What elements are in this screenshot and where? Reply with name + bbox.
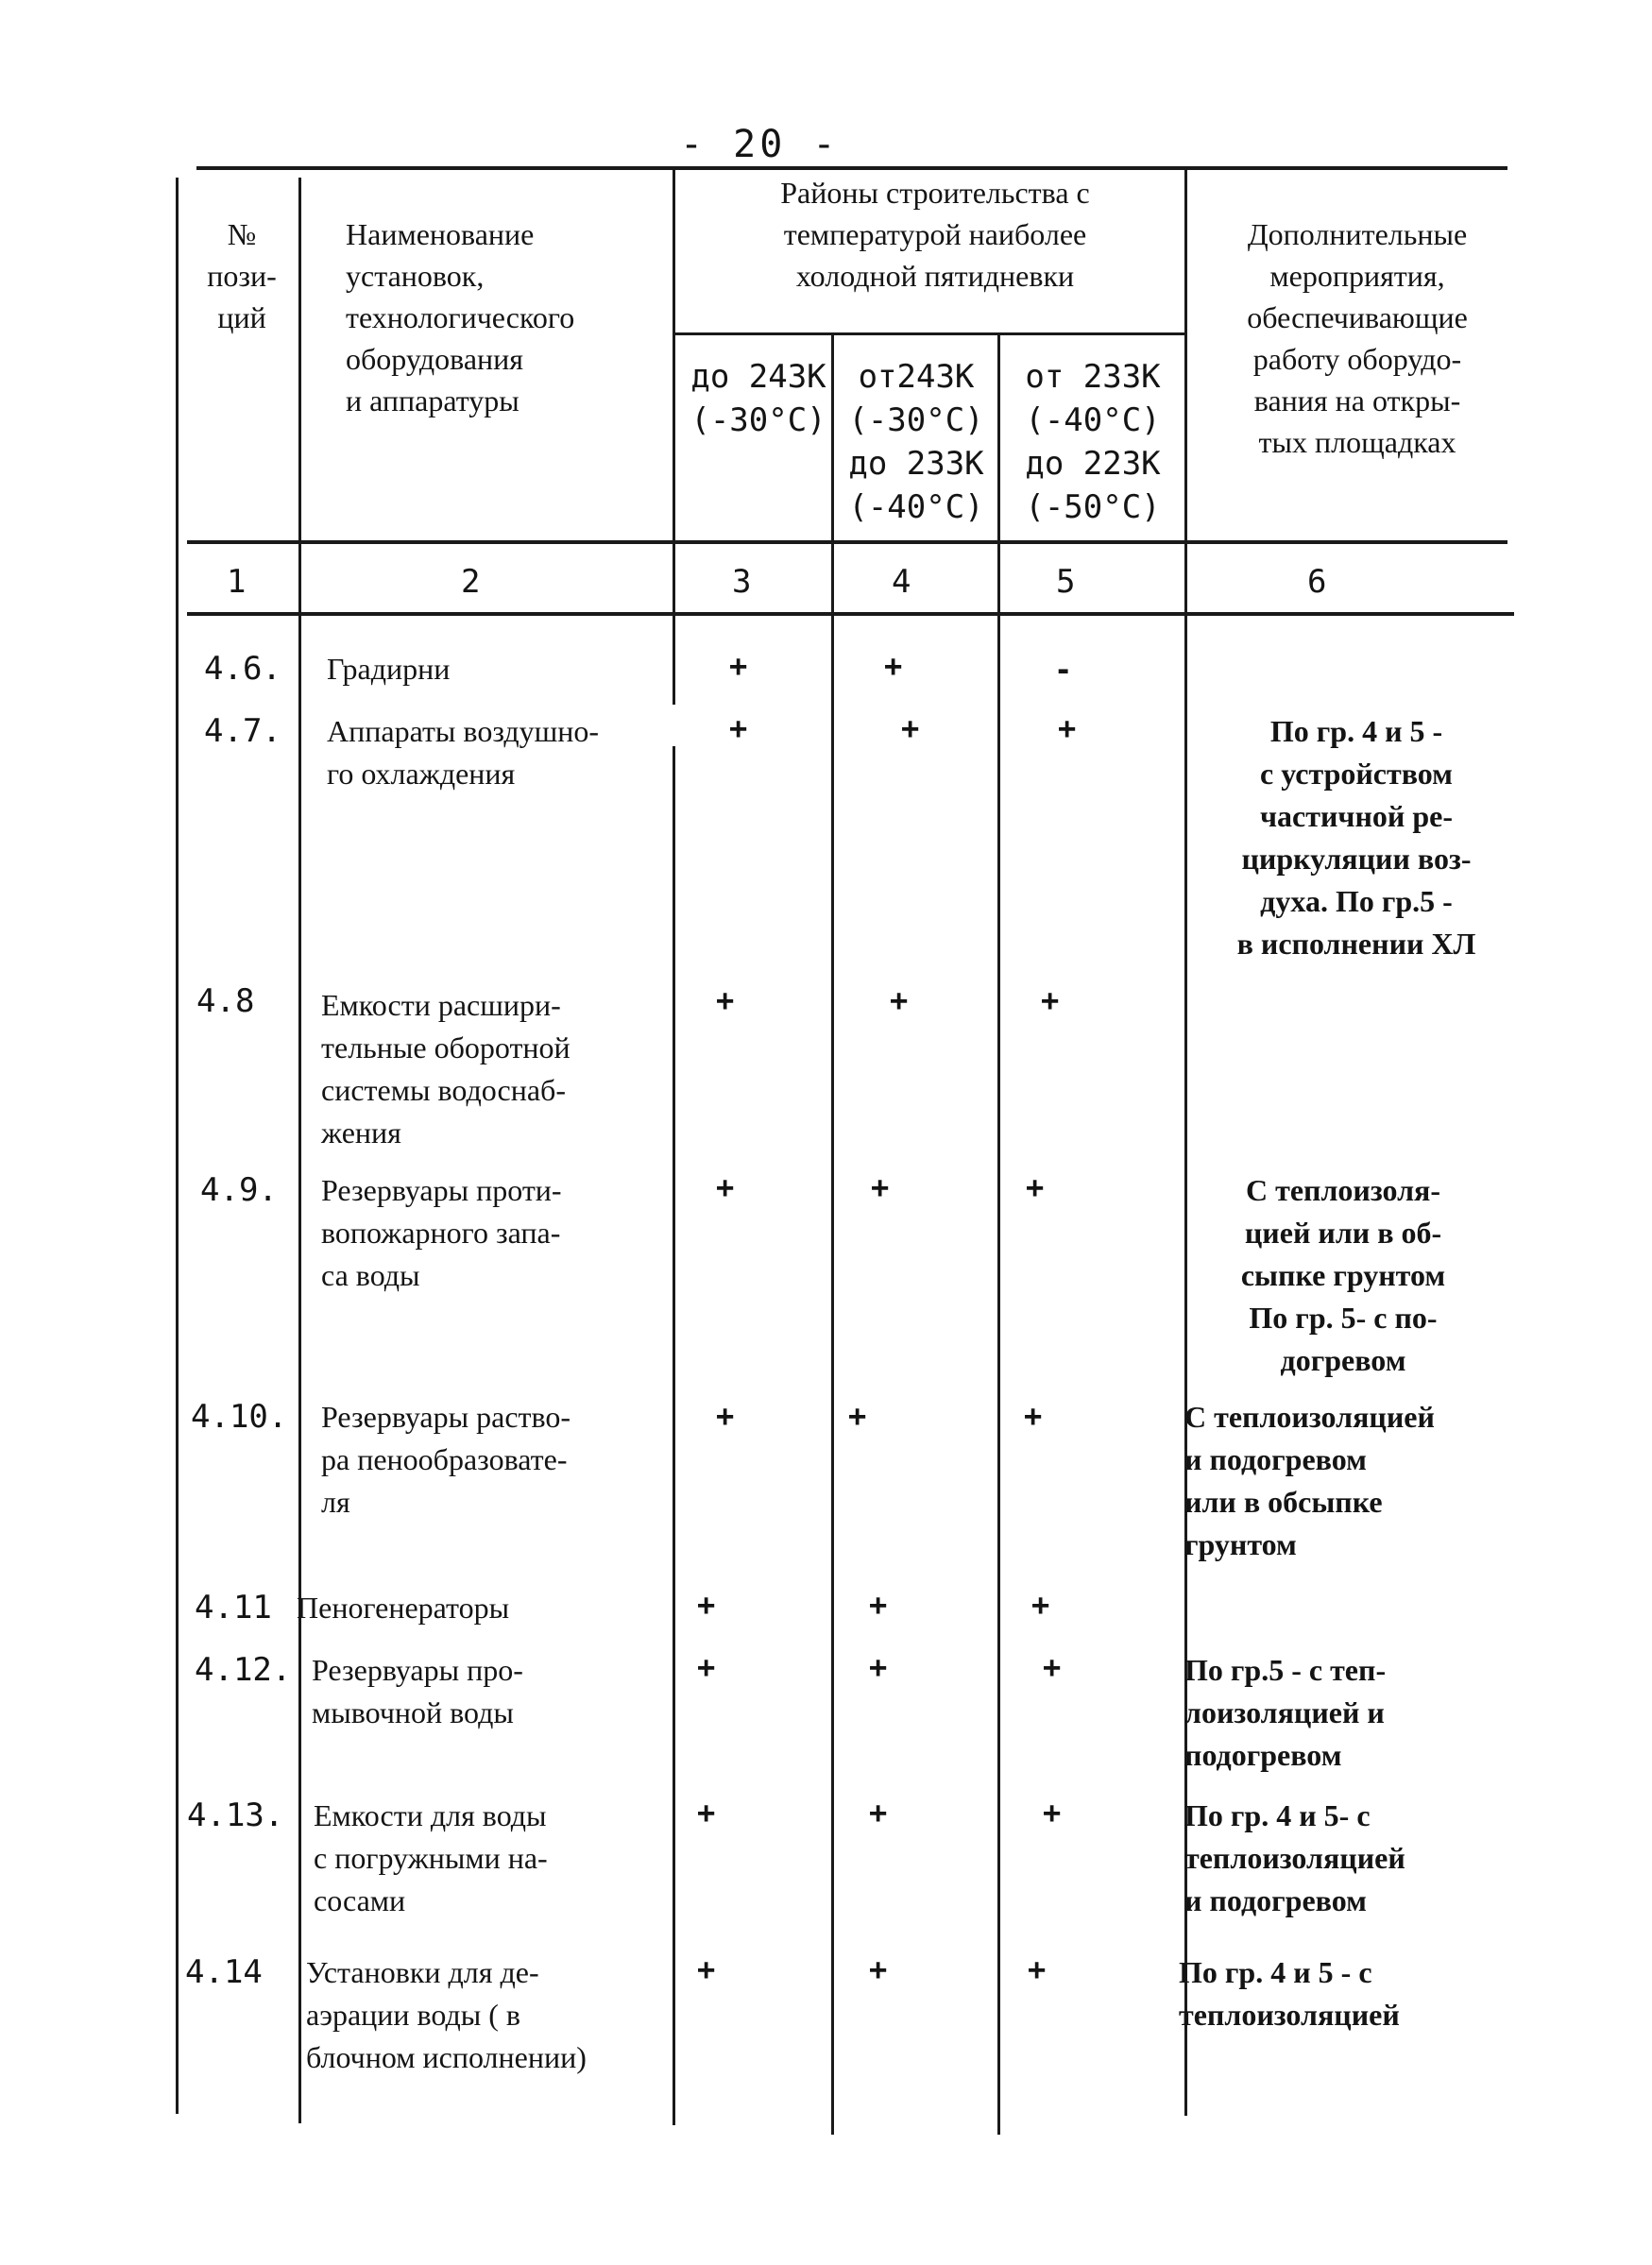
row-note: С теплоизоля- цией или в об- сыпке грунтом По гр. 5- с по- догревом	[1240, 1173, 1446, 1377]
row-position: 4.9.	[200, 1171, 278, 1209]
row-mark-col4: +	[848, 1398, 867, 1434]
row-mark-col5: +	[1026, 1169, 1045, 1205]
header-col4: от243К (-30°С) до 233К (-40°С)	[848, 358, 984, 526]
col-divider-3-4	[831, 332, 834, 2135]
row-mark-col3: +	[716, 1169, 735, 1205]
col-divider-1-2	[298, 178, 301, 2123]
row-mark-col3: +	[716, 982, 735, 1018]
column-number-4: 4	[892, 563, 911, 601]
column-number-5: 5	[1056, 563, 1076, 601]
row-mark-col5: +	[1028, 1951, 1047, 1987]
row-mark-col3: +	[697, 1587, 716, 1623]
table-top-rule	[196, 166, 1507, 170]
row-note: По гр. 4 и 5- с теплоизоляцией и подогревом	[1184, 1798, 1405, 1917]
row-mark-col4: +	[901, 710, 920, 746]
row-position: 4.8	[196, 982, 255, 1020]
subheader-rule	[673, 332, 1184, 335]
row-name: Установки для де- аэрации воды ( в блочном исполнении)	[306, 1955, 587, 2074]
column-number-2: 2	[461, 563, 481, 601]
row-position: 4.13.	[187, 1797, 284, 1834]
header-col3: до 243К (-30°С)	[690, 358, 826, 439]
row-note: По гр. 4 и 5 - с теплоизоляцией	[1179, 1955, 1400, 2032]
row-mark-col4: +	[884, 648, 903, 684]
row-mark-col5: +	[1031, 1587, 1050, 1623]
column-number-1: 1	[227, 563, 247, 601]
row-mark-col3: +	[716, 1398, 735, 1434]
page-number: - 20 -	[680, 123, 840, 166]
row-position: 4.10.	[191, 1398, 288, 1436]
header-additional-measures: Дополнительные мероприятия, обеспечивающие работу оборудо- вания на откры- тых площадках	[1247, 217, 1468, 459]
row-mark-col4: +	[890, 982, 909, 1018]
row-mark-col4: +	[871, 1169, 890, 1205]
header-construction-regions: Районы строительства с температурой наиболее холодной пятидневки	[780, 176, 1090, 293]
row-mark-col3: +	[729, 710, 748, 746]
col-divider-2-3	[673, 166, 675, 705]
header-bottom-rule	[187, 540, 1507, 544]
row-mark-col5: +	[1043, 1795, 1062, 1831]
row-position: 4.14	[185, 1953, 263, 1991]
row-mark-col4: +	[869, 1587, 888, 1623]
col-divider-left	[176, 178, 179, 2114]
column-number-6: 6	[1307, 563, 1327, 601]
row-name: Пеногенераторы	[297, 1591, 510, 1625]
row-mark-col4: +	[869, 1795, 888, 1831]
row-position: 4.11	[195, 1589, 272, 1626]
row-mark-col5: -	[1054, 652, 1073, 688]
row-mark-col3: +	[697, 1795, 716, 1831]
row-mark-col3: +	[697, 1951, 716, 1987]
row-note: По гр.5 - с теп- лоизоляцией и подогревом	[1184, 1653, 1387, 1772]
row-position: 4.7.	[204, 712, 281, 750]
header-col5: от 233К (-40°С) до 223К (-50°С)	[1025, 358, 1161, 526]
row-name: Резервуары раство- ра пенообразовате- ля	[321, 1400, 571, 1519]
row-name: Аппараты воздушно- го охлаждения	[327, 714, 600, 791]
row-mark-col5: +	[1024, 1398, 1043, 1434]
row-mark-col3: +	[729, 648, 748, 684]
row-mark-col4: +	[869, 1649, 888, 1685]
col-divider-4-5	[997, 332, 1000, 2135]
row-note: По гр. 4 и 5 - с устройством частичной ре- циркуляции воз- духа. По гр.5 - в исполнении ХЛ	[1236, 714, 1476, 961]
row-name: Резервуары проти- вопожарного запа- са воды	[321, 1173, 562, 1292]
column-number-3: 3	[732, 563, 752, 601]
row-name: Емкости для воды с погружными на- сосами	[314, 1798, 548, 1917]
row-note: С теплоизоляцией и подогревом или в обсыпке грунтом	[1184, 1400, 1435, 1561]
row-name: Резервуары про- мывочной воды	[312, 1653, 523, 1729]
row-mark-col5: +	[1043, 1649, 1062, 1685]
header-name: Наименование установок, технологического оборудования и аппаратуры	[346, 217, 575, 417]
row-name: Емкости расшири- тельные оборотной системы водоснаб- жения	[321, 988, 571, 1150]
row-mark-col3: +	[697, 1649, 716, 1685]
row-mark-col5: +	[1041, 982, 1060, 1018]
row-position: 4.12.	[195, 1651, 292, 1689]
row-mark-col4: +	[869, 1951, 888, 1987]
header-position: № пози- ций	[207, 217, 277, 334]
colnum-bottom-rule	[187, 612, 1514, 616]
col-divider-2-3-lower	[673, 746, 675, 2125]
row-name: Градирни	[327, 652, 451, 686]
row-mark-col5: +	[1058, 710, 1077, 746]
row-position: 4.6.	[204, 650, 281, 688]
